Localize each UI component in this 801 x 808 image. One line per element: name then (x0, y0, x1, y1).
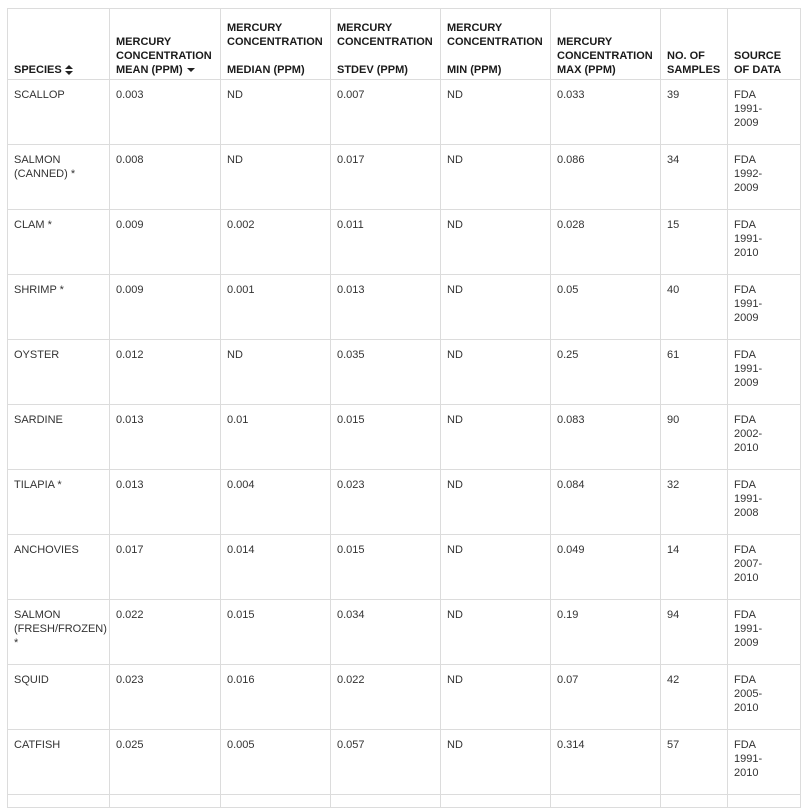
cell-min: ND (441, 535, 551, 600)
cell-source (728, 730, 801, 795)
source-line: FDA (734, 414, 756, 426)
cell-samples: 61 (661, 340, 728, 405)
cell-empty (728, 795, 801, 808)
cell-min: ND (441, 80, 551, 145)
species-line: OYSTER (14, 349, 60, 361)
cell-samples: 15 (661, 210, 728, 275)
cell-max: 0.084 (551, 470, 661, 535)
source-line: 1992- (734, 168, 763, 180)
cell-mean: 0.017 (110, 535, 221, 600)
header-min-line2: CONCENTRATION (447, 36, 543, 48)
sort-both-icon[interactable] (65, 65, 73, 75)
species-line: SQUID (14, 674, 49, 686)
header-median-line2b (227, 49, 324, 63)
header-samples[interactable] (661, 9, 728, 80)
cell-max: 0.033 (551, 80, 661, 145)
cell-source (728, 600, 801, 665)
species-line: SARDINE (14, 414, 63, 426)
cell-max: 0.083 (551, 405, 661, 470)
source-line: FDA (734, 609, 756, 621)
table-row (8, 600, 801, 665)
cell-species (8, 340, 110, 405)
cell-min: ND (441, 470, 551, 535)
cell-source (728, 340, 801, 405)
source-line: 2008 (734, 507, 759, 519)
table-row (8, 80, 801, 145)
cell-species (8, 145, 110, 210)
cell-empty (441, 795, 551, 808)
table-row (8, 145, 801, 210)
cell-max: 0.049 (551, 535, 661, 600)
header-species[interactable] (8, 9, 110, 80)
source-line: 1991- (734, 493, 763, 505)
cell-max: 0.314 (551, 730, 661, 795)
cell-min: ND (441, 145, 551, 210)
cell-mean: 0.008 (110, 145, 221, 210)
header-mean-line3: MEAN (PPM) (116, 64, 183, 76)
source-line: 2005- (734, 688, 763, 700)
source-line: 1991- (734, 298, 763, 310)
header-stdev-line3: STDEV (PPM) (337, 64, 408, 76)
header-stdev[interactable] (331, 9, 441, 80)
cell-max: 0.07 (551, 665, 661, 730)
cell-max: 0.028 (551, 210, 661, 275)
header-max-line1: MERCURY (557, 36, 613, 48)
header-min-line1: MERCURY (447, 22, 503, 34)
cell-empty (661, 795, 728, 808)
source-line: 1991- (734, 103, 763, 115)
cell-source (728, 80, 801, 145)
table-row-partial (8, 795, 801, 808)
source-line: FDA (734, 349, 756, 361)
source-line: FDA (734, 284, 756, 296)
species-line: (FRESH/FROZEN) (14, 623, 107, 635)
header-min-line3: MIN (PPM) (447, 64, 502, 76)
header-samples-line2: SAMPLES (667, 64, 721, 76)
header-min-line2b (447, 49, 544, 63)
cell-max: 0.086 (551, 145, 661, 210)
source-line: 2010 (734, 767, 759, 779)
cell-source (728, 470, 801, 535)
cell-source (728, 535, 801, 600)
header-median-line1: MERCURY (227, 22, 283, 34)
source-line: FDA (734, 674, 756, 686)
cell-max: 0.19 (551, 600, 661, 665)
cell-mean: 0.022 (110, 600, 221, 665)
cell-empty (110, 795, 221, 808)
cell-species (8, 535, 110, 600)
cell-min: ND (441, 665, 551, 730)
source-line: FDA (734, 479, 756, 491)
cell-samples: 34 (661, 145, 728, 210)
header-min[interactable] (441, 9, 551, 80)
cell-min: ND (441, 405, 551, 470)
header-samples-line1: NO. OF (667, 50, 705, 62)
cell-empty (551, 795, 661, 808)
cell-samples: 14 (661, 535, 728, 600)
cell-species (8, 730, 110, 795)
header-median-line2: CONCENTRATION (227, 36, 323, 48)
cell-mean: 0.013 (110, 405, 221, 470)
source-line: 2002- (734, 428, 763, 440)
species-line: SCALLOP (14, 89, 65, 101)
header-mean-line2: CONCENTRATION (116, 50, 212, 62)
cell-mean: 0.023 (110, 665, 221, 730)
cell-species (8, 80, 110, 145)
cell-stdev: 0.034 (331, 600, 441, 665)
cell-samples: 40 (661, 275, 728, 340)
cell-median: 0.005 (221, 730, 331, 795)
cell-samples: 57 (661, 730, 728, 795)
cell-median: 0.014 (221, 535, 331, 600)
cell-stdev: 0.022 (331, 665, 441, 730)
cell-stdev: 0.007 (331, 80, 441, 145)
cell-species (8, 405, 110, 470)
species-line: ANCHOVIES (14, 544, 79, 556)
header-max-line3: MAX (PPM) (557, 64, 616, 76)
source-line: FDA (734, 739, 756, 751)
cell-mean: 0.009 (110, 210, 221, 275)
cell-source (728, 405, 801, 470)
source-line: 2009 (734, 182, 759, 194)
header-row (8, 9, 801, 80)
cell-min: ND (441, 340, 551, 405)
cell-mean: 0.003 (110, 80, 221, 145)
table-row (8, 405, 801, 470)
header-mean[interactable] (110, 9, 221, 80)
species-line: CLAM * (14, 219, 52, 231)
source-line: 2007- (734, 558, 763, 570)
table-body (8, 80, 801, 808)
source-line: FDA (734, 544, 756, 556)
header-stdev-line2b (337, 49, 434, 63)
header-max[interactable] (551, 9, 661, 80)
cell-samples: 42 (661, 665, 728, 730)
source-line: 2010 (734, 442, 759, 454)
cell-empty (331, 795, 441, 808)
cell-mean: 0.013 (110, 470, 221, 535)
species-line: TILAPIA * (14, 479, 62, 491)
cell-stdev: 0.057 (331, 730, 441, 795)
cell-source (728, 275, 801, 340)
source-line: 2009 (734, 637, 759, 649)
table-row (8, 730, 801, 795)
source-line: 2009 (734, 377, 759, 389)
cell-species (8, 665, 110, 730)
source-line: 1991- (734, 753, 763, 765)
cell-stdev: 0.015 (331, 405, 441, 470)
header-source-line2: OF DATA (734, 64, 782, 76)
header-stdev-line2: CONCENTRATION (337, 36, 433, 48)
species-line: CATFISH (14, 739, 61, 751)
table-row (8, 210, 801, 275)
cell-max: 0.05 (551, 275, 661, 340)
cell-stdev: 0.017 (331, 145, 441, 210)
source-line: FDA (734, 89, 756, 101)
source-line: FDA (734, 219, 756, 231)
species-line: SALMON (14, 609, 61, 621)
cell-species (8, 210, 110, 275)
header-stdev-line1: MERCURY (337, 22, 393, 34)
cell-median: 0.016 (221, 665, 331, 730)
table-row (8, 535, 801, 600)
source-line: 1991- (734, 623, 763, 635)
source-line: 2010 (734, 572, 759, 584)
table-row (8, 340, 801, 405)
cell-samples: 32 (661, 470, 728, 535)
source-line: 1991- (734, 233, 763, 245)
species-line: SALMON (14, 154, 61, 166)
cell-species (8, 275, 110, 340)
source-line: 2009 (734, 117, 759, 129)
cell-min: ND (441, 730, 551, 795)
cell-median: 0.002 (221, 210, 331, 275)
cell-median: ND (221, 145, 331, 210)
cell-source (728, 210, 801, 275)
table-row (8, 665, 801, 730)
cell-min: ND (441, 600, 551, 665)
cell-empty (221, 795, 331, 808)
cell-stdev: 0.015 (331, 535, 441, 600)
cell-samples: 39 (661, 80, 728, 145)
cell-source (728, 665, 801, 730)
cell-median: 0.001 (221, 275, 331, 340)
table-row (8, 470, 801, 535)
cell-species (8, 470, 110, 535)
header-species-label: SPECIES (14, 64, 62, 76)
cell-median: 0.015 (221, 600, 331, 665)
source-line: FDA (734, 154, 756, 166)
cell-stdev: 0.013 (331, 275, 441, 340)
species-line: SHRIMP * (14, 284, 64, 296)
sort-descending-caret-icon[interactable] (187, 68, 195, 72)
cell-max: 0.25 (551, 340, 661, 405)
table-row (8, 275, 801, 340)
source-line: 2010 (734, 702, 759, 714)
cell-median: 0.004 (221, 470, 331, 535)
source-line: 2010 (734, 247, 759, 259)
header-median[interactable] (221, 9, 331, 80)
cell-empty (8, 795, 110, 808)
mercury-table (7, 8, 801, 808)
cell-stdev: 0.023 (331, 470, 441, 535)
header-median-line3: MEDIAN (PPM) (227, 64, 305, 76)
header-mean-line1: MERCURY (116, 36, 172, 48)
cell-samples: 90 (661, 405, 728, 470)
cell-source (728, 145, 801, 210)
cell-stdev: 0.035 (331, 340, 441, 405)
source-line: 2009 (734, 312, 759, 324)
cell-stdev: 0.011 (331, 210, 441, 275)
cell-mean: 0.025 (110, 730, 221, 795)
header-source[interactable] (728, 9, 801, 80)
header-source-line1: SOURCE (734, 50, 782, 62)
cell-species (8, 600, 110, 665)
cell-min: ND (441, 210, 551, 275)
cell-min: ND (441, 275, 551, 340)
cell-median: ND (221, 340, 331, 405)
cell-mean: 0.012 (110, 340, 221, 405)
species-line: (CANNED) * (14, 168, 76, 180)
species-line: * (14, 637, 19, 649)
cell-median: ND (221, 80, 331, 145)
header-max-line2: CONCENTRATION (557, 50, 653, 62)
cell-samples: 94 (661, 600, 728, 665)
source-line: 1991- (734, 363, 763, 375)
cell-median: 0.01 (221, 405, 331, 470)
cell-mean: 0.009 (110, 275, 221, 340)
